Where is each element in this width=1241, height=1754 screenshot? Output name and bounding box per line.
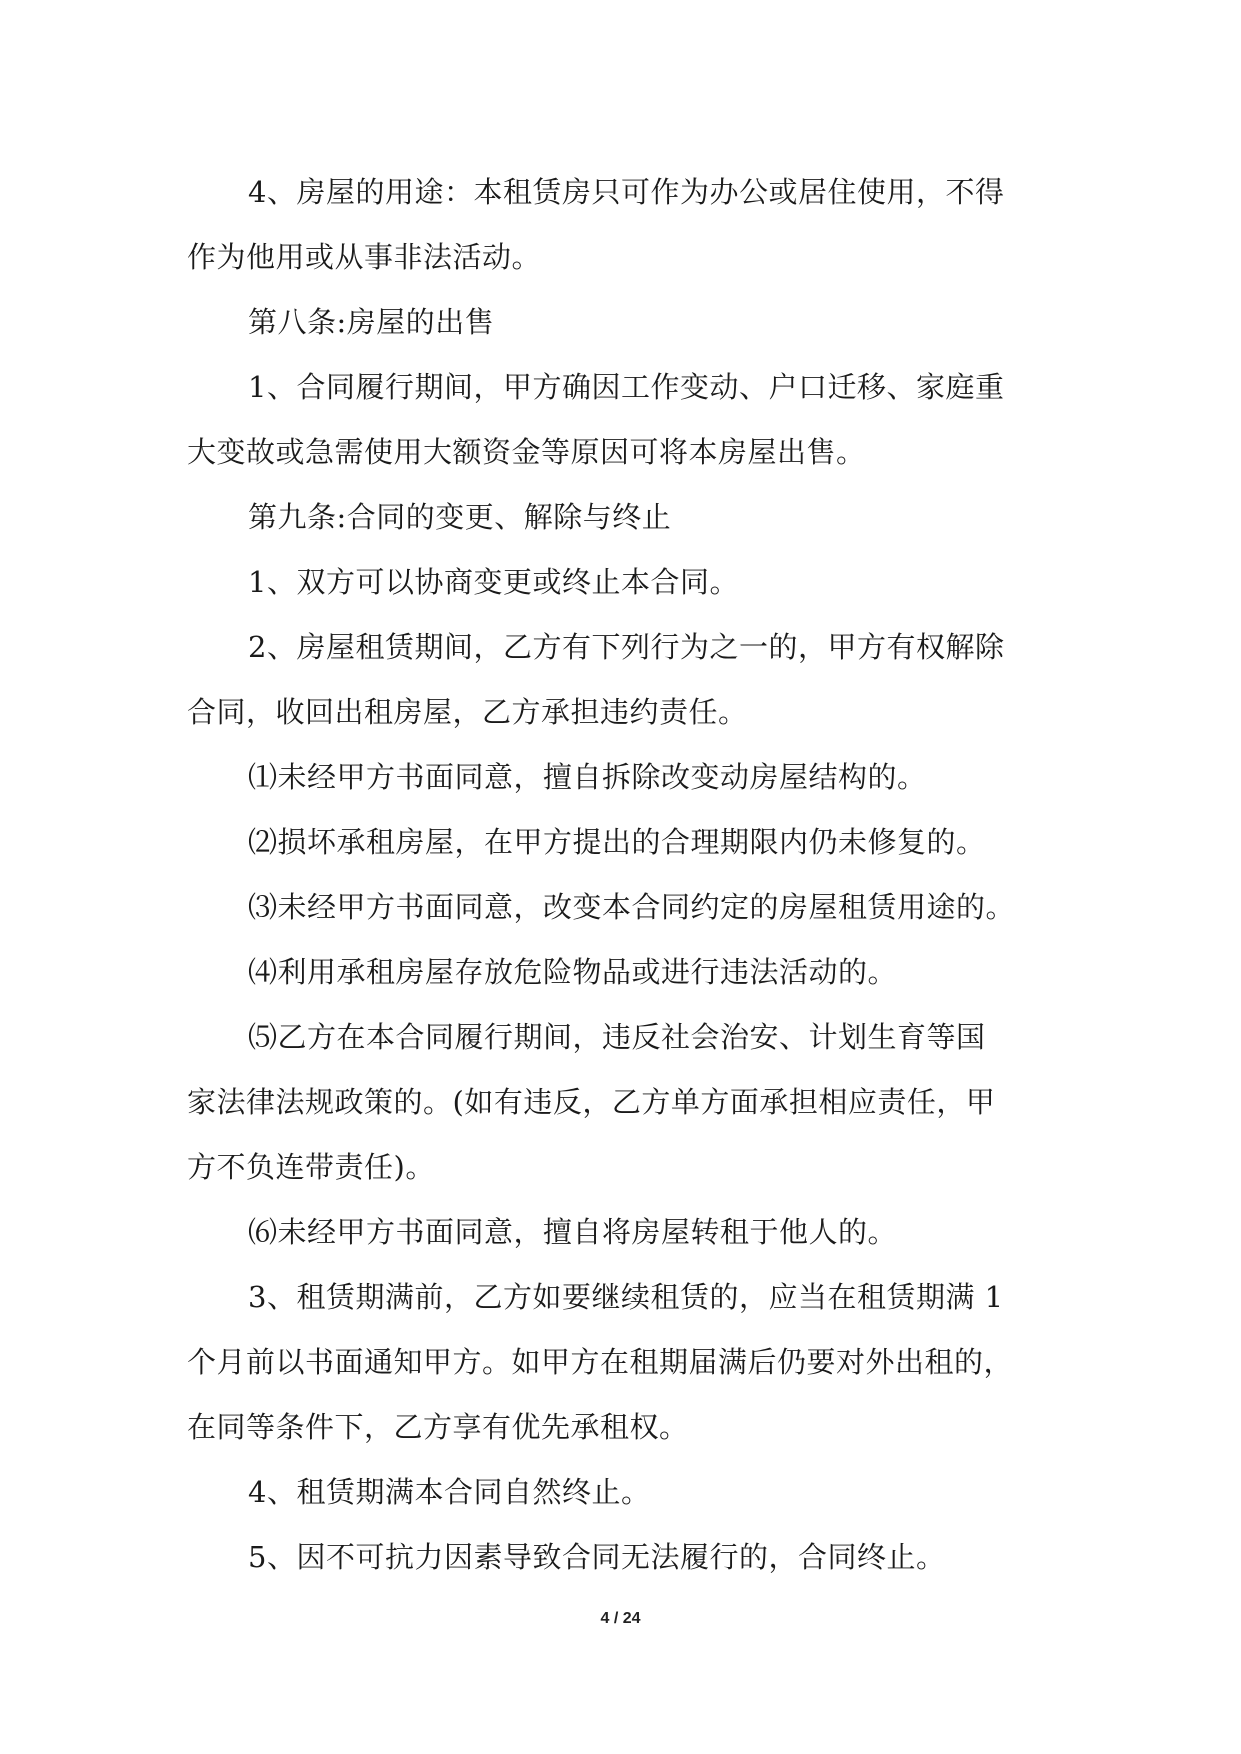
list-item: ⑷利用承租房屋存放危险物品或进行违法活动的。 <box>248 955 898 989</box>
text-line: 合同，收回出租房屋，乙方承担违约责任。 <box>187 695 748 729</box>
page-number: 4 / 24 <box>600 1610 641 1627</box>
list-item: ⑶未经甲方书面同意，改变本合同约定的房屋租赁用途的。 <box>248 890 1016 924</box>
list-item: ⑸乙方在本合同履行期间，违反社会治安、计划生育等国 <box>248 1020 986 1054</box>
list-item: ⑵损坏承租房屋，在甲方提出的合理期限内仍未修复的。 <box>248 825 986 859</box>
document-body <box>187 160 1067 1590</box>
text-line: 个月前以书面通知甲方。如甲方在租期届满后仍要对外出租的， <box>187 1345 1014 1379</box>
text-line: 3、租赁期满前，乙方如要继续租赁的，应当在租赁期满 1 <box>248 1280 1004 1314</box>
text-line: 5、因不可抗力因素导致合同无法履行的，合同终止。 <box>248 1540 946 1574</box>
text-line: 作为他用或从事非法活动。 <box>187 240 542 274</box>
text-line: 大变故或急需使用大额资金等原因可将本房屋出售。 <box>187 435 866 469</box>
text-line: 在同等条件下，乙方享有优先承租权。 <box>187 1410 689 1444</box>
text-line: 1、双方可以协商变更或终止本合同。 <box>248 565 739 599</box>
text-line: 4、房屋的用途：本租赁房只可作为办公或居住使用，不得 <box>248 175 1005 209</box>
text-line: 1、合同履行期间，甲方确因工作变动、户口迁移、家庭重 <box>248 370 1005 404</box>
list-item: ⑴未经甲方书面同意，擅自拆除改变动房屋结构的。 <box>248 760 927 794</box>
list-item: ⑹未经甲方书面同意，擅自将房屋转租于他人的。 <box>248 1215 898 1249</box>
text-line: 4、租赁期满本合同自然终止。 <box>248 1475 651 1509</box>
text-line: 家法律法规政策的。(如有违反，乙方单方面承担相应责任，甲 <box>187 1085 996 1119</box>
section-heading: 第九条:合同的变更、解除与终止 <box>248 500 672 534</box>
text-line: 2、房屋租赁期间，乙方有下列行为之一的，甲方有权解除 <box>248 630 1005 664</box>
text-line: 方不负连带责任)。 <box>187 1150 435 1184</box>
section-heading: 第八条:房屋的出售 <box>248 305 495 339</box>
